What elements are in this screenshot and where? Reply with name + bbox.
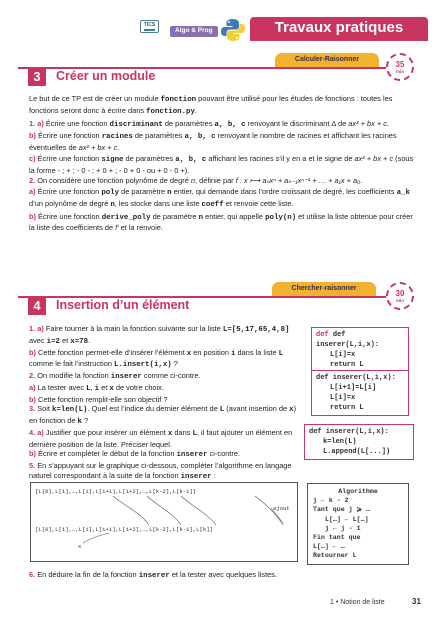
question-4-1b: b) Cette fonction permet-elle d’insérer l’élément x en position i dans la liste L comme le fait l’instruction L.insert(i,x) ?	[29, 347, 284, 370]
banner-underline	[250, 39, 428, 41]
question-3-1b: b) Écrire une fonction racines de paramètres a, b, c renvoyant le nombre de racines et affichant les racines éventuelles de ax² + bx + c.	[29, 131, 397, 153]
insertion-diagram	[30, 482, 298, 562]
question-4-4b: b) Écrire et compléter le début de la fonction inserer ci-contre.	[29, 449, 240, 460]
skill-pill-3: Calculer-Raisonner	[275, 53, 379, 67]
question-4-1a: 1. a) Faire tourner à la main la fonction suivante sur la liste L=[5,17,65,4,8] avec i=2 et x=78.	[29, 324, 290, 346]
intro-text: Le but de ce TP est de créer un module fonction pouvant être utilisé pour les études de fonctions : toutes les fonctions seront donc à écrire dans fonction.py.	[29, 94, 393, 116]
diagram-list-before: [L[0],L[1],…,L[i],L[i+1],L[i+2],…,L[k-2],L[k-1]]	[35, 488, 197, 495]
duration-badge-3: 35 min	[386, 53, 414, 81]
code-line: def inserer(L,i,x):	[316, 331, 380, 349]
code-block-1: def def inserer(L,i,x): L[i]=x return L	[311, 327, 409, 373]
algorithm-box: Algorithme j ← k - 2 Tant que j ⩾ … L[…] ← L[…] j ← j - 1 Fin tant que L[…] ← … Retourner L	[307, 483, 409, 565]
question-4-4a: 4. a) Justifier que pour insérer un élément x dans L, il faut ajouter un élément en dernière position de la liste. Préciser lequel.	[29, 427, 293, 449]
section-banner: Travaux pratiques	[250, 17, 428, 39]
question-4-2: 2. On modifie la fonction inserer comme ci-contre.	[29, 371, 201, 382]
exercise-title-4: Insertion d’un élément	[56, 298, 190, 312]
tics-logo: TICS	[140, 20, 159, 33]
footer-chapter: 1 • Notion de liste	[330, 599, 385, 606]
diagram-ajout-label: ajout	[273, 505, 290, 512]
exercise-number-4: 4	[28, 296, 46, 315]
question-3-1a: 1. a) Écrire une fonction discriminant de paramètres a, b, c renvoyant le discriminant Δ de ax² + bx + c.	[29, 118, 389, 129]
question-3-2a: a) Écrire une fonction poly de paramètre n entier, qui demande dans l’ordre croissant de degré, les coefficients a_k d’un polynôme de degré n, les stocke dans une liste coeff et renvoie cette liste.	[29, 187, 410, 209]
python-logo-icon	[220, 17, 246, 43]
exercise-number-3: 3	[28, 67, 46, 86]
exercise-4-body	[29, 324, 301, 483]
algo-prog-tag: Algo & Prog	[170, 26, 218, 37]
code-block-2: def inserer(L,i,x): L[i+1]=L[i] L[i]=x return L	[311, 370, 409, 416]
question-4-2a: a) La tester avec L, i et x de votre choix.	[29, 382, 164, 393]
question-3-1c: c) Écrire une fonction signe de paramètres a, b, c affichant les racines s’il y en a et le signe de ax² + bx + c (sous la forme - ; + ; - 0 - ; + 0 + ; - 0 + 0 - ou + 0 - 0 +).	[29, 153, 414, 175]
exercise-title-3: Créer un module	[56, 69, 156, 83]
question-4-6: 6. En déduire la fin de la fonction inserer et la tester avec quelques listes.	[29, 570, 277, 580]
question-3-2b: b) Écrire une fonction derive_poly de paramètre n entier, qui appelle poly(n) et utilise la liste obtenue pour créer la liste des coefficients de f′ et la renvoie.	[29, 211, 413, 233]
exercise-3-body	[29, 94, 419, 234]
question-3-2: 2. On considère une fonction polynôme de degré n, définie par f : x ⟼ aₙxⁿ + aₙ₋₁xⁿ⁻¹ + … + a₁x + a₀.	[29, 176, 363, 186]
diagram-list-after: [L[0],L[1],…,L[i],L[i+1],L[i+2],…,L[k-2],L[k-1],L[k]]	[35, 526, 213, 533]
question-4-2b: b) Cette fonction remplit-elle son objectif ?	[29, 394, 168, 404]
duration-badge-4: 30 min	[386, 282, 414, 310]
diagram-x-label: x	[78, 543, 82, 550]
code-block-3: def inserer(L,i,x): k=len(L) L.append(L[...])	[304, 424, 414, 460]
question-4-5: 5. En s’appuyant sur le graphique ci-dessous, compléter l’algorithme en langage naturel correspondant à la suite de la fonction inserer :	[29, 461, 292, 481]
diagram-arrows	[31, 483, 299, 563]
question-4-3: 3. Soit k=len(L). Quel est l’indice du dernier élément de L (avant insertion de x) en fonction de k ?	[29, 404, 297, 427]
page-number: 31	[412, 597, 421, 606]
skill-pill-4: Chercher-raisonner	[272, 282, 376, 296]
